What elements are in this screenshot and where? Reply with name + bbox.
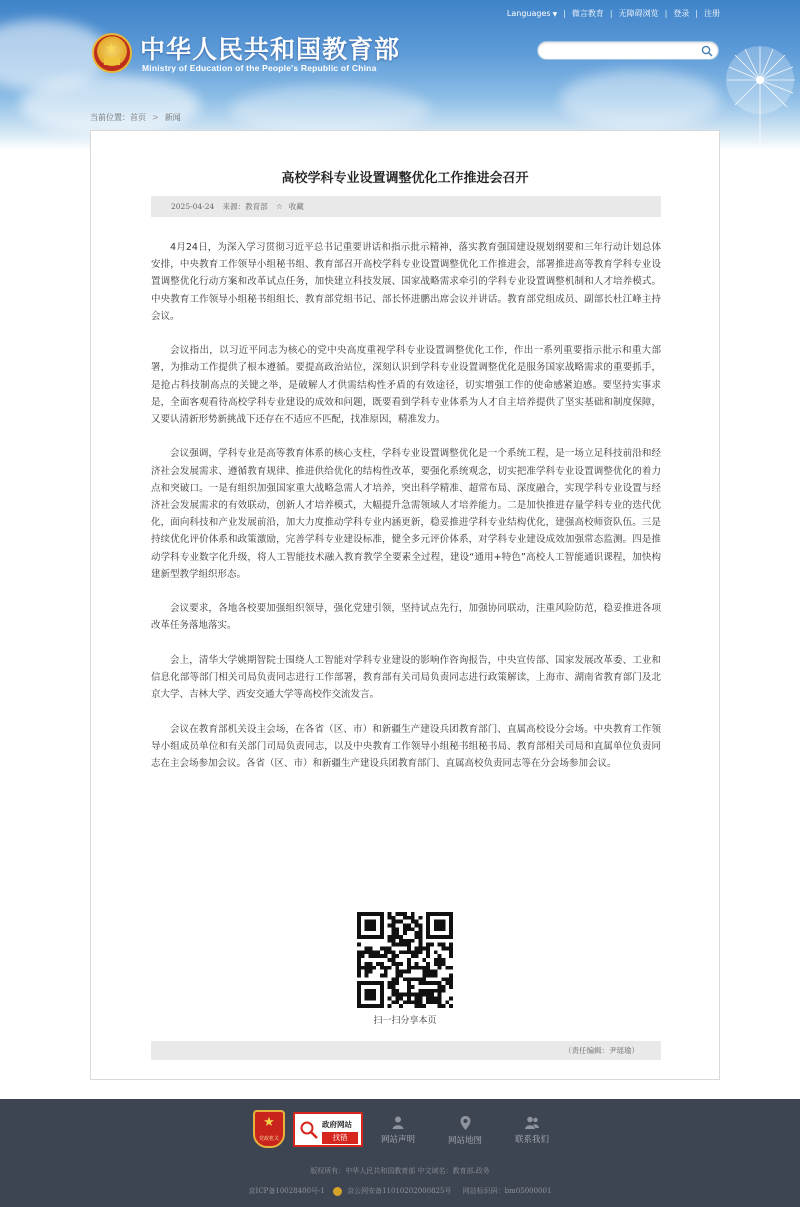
police-emblem-icon	[333, 1187, 342, 1196]
breadcrumb-home[interactable]: 首页	[130, 113, 146, 122]
dandelion-icon	[715, 35, 800, 145]
report-error-badge[interactable]	[293, 1112, 363, 1147]
copyright-text: 版权所有：中华人民共和国教育部 中文域名：教育部.政务	[310, 1167, 490, 1175]
weibo-link[interactable]: 微言教育	[571, 9, 604, 18]
divider: |	[609, 9, 613, 18]
article-paragraph: 会议要求，各地各校要加强组织领导，强化党建引领，坚持试点先行，加强协同联动，注重风险防范，稳妥推进各项改革任务落地落实。	[151, 603, 661, 632]
police-record-label: 京公网安备11010202000825号	[347, 1187, 452, 1195]
responsible-editor: （责任编辑：尹瑶瑜）	[564, 1046, 639, 1055]
breadcrumb-current[interactable]: 新闻	[164, 113, 181, 122]
badge-label: 党政机关	[258, 1136, 279, 1142]
search-input[interactable]	[548, 47, 698, 64]
national-emblem-icon[interactable]	[92, 33, 132, 73]
chevron-down-icon: ▼	[552, 11, 558, 18]
footer-link-label: 网站地图	[447, 1136, 482, 1146]
article-title: 高校学科专业设置调整优化工作推进会召开	[281, 171, 529, 186]
divider: |	[695, 9, 698, 18]
divider: |	[664, 9, 668, 18]
article-date: 2025-04-24	[171, 202, 215, 211]
star-icon: ★	[263, 1115, 275, 1130]
cloud-decoration	[560, 70, 720, 130]
cloud-decoration	[20, 75, 200, 135]
location-pin-icon	[460, 1116, 471, 1130]
register-link[interactable]: 注册	[704, 9, 720, 18]
article-body	[151, 239, 661, 789]
breadcrumb	[90, 112, 181, 123]
footer-link-statement[interactable]	[373, 1116, 423, 1145]
site-footer	[0, 1099, 800, 1207]
gate-icon	[104, 57, 120, 65]
breadcrumb-separator: >	[152, 113, 159, 122]
languages-link[interactable]: Languages ▼	[506, 9, 558, 18]
icp-line	[0, 1186, 800, 1196]
site-title[interactable]: 中华人民共和国教育部	[140, 35, 401, 64]
article-paragraph: 4月24日，为深入学习贯彻习近平总书记重要讲话和指示批示精神，落实教育强国建设规划纲要和三年行动计划总体安排，中央教育工作领导小组秘书组、教育部召开高校学科专业设置调整优化工作推进会，部署推进高等教育学科专业设置调整优化行动方案和改革试点任务，加快建立科技发展、国家战略需求牵引的学科专业设置调整机制和人才培养模式。中央教育工作领导小组秘书组组长、教育部党组书记、部长怀进鹏出席会议并讲话。教育部党组成员、副部长杜江峰主持会议。	[151, 242, 661, 322]
badge-title: 政府网站	[322, 1120, 352, 1129]
cloud-decoration	[230, 85, 430, 135]
footer-link-contact[interactable]	[507, 1116, 557, 1145]
star-outline-icon: ☆	[276, 202, 283, 211]
qr-share-block	[357, 912, 453, 1026]
article-paragraph: 会议在教育部机关设主会场，在各省（区、市）和新疆生产建设兵团教育部门、直属高校设分会场。中央教育工作领导小组成员单位和有关部门司局负责同志，以及中央教育工作领导小组秘书组秘书局、教育部相关司局和直属单位负责同志在主会场参加会议。各省（区、市）和新疆生产建设兵团教育部门、直属高校负责同志等在分会场参加会议。	[151, 723, 661, 770]
footer-link-label: 联系我们	[514, 1135, 549, 1145]
editor-bar	[151, 1041, 661, 1060]
star-icon: ★	[105, 41, 118, 57]
badge-button-label: 找错	[322, 1132, 358, 1144]
person-icon	[392, 1116, 404, 1129]
breadcrumb-prefix: 当前位置：	[90, 113, 130, 122]
icp-link[interactable]: 京ICP备10028400号-1	[248, 1187, 325, 1195]
search-icon[interactable]	[701, 45, 713, 57]
footer-link-label: 网站声明	[380, 1135, 415, 1145]
favorite-label: 收藏	[288, 202, 304, 211]
party-government-badge[interactable]	[253, 1110, 285, 1148]
footer-link-sitemap[interactable]	[440, 1116, 490, 1146]
police-record-link[interactable]	[333, 1187, 454, 1195]
article-source: 来源：教育部	[222, 202, 268, 211]
accessibility-link[interactable]: 无障碍浏览	[618, 9, 659, 18]
article-container	[90, 130, 720, 1080]
site-subtitle: Ministry of Education of the People's Republic of China	[142, 63, 377, 73]
magnifier-icon	[299, 1120, 319, 1140]
favorite-button[interactable]	[276, 202, 310, 211]
article-paragraph: 会议强调，学科专业是高等教育体系的核心支柱，学科专业设置调整优化是一个系统工程，是一场立足科技前沿和经济社会发展需求、遵循教育规律、推进供给优化的结构性改革，要强化系统观念，切实把准学科专业设置调整优化的着力点和突破口。一是有组织加强国家重大战略急需人才培养，突出科学精准、超常布局、深度融合，实现学科专业设置与经济社会发展需求的有效联动，创新人才培养模式，大幅提升急需领域人才培养能力。二是加快推进存量学科专业的迭代优化，面向科技和产业发展前沿，加大力度推动学科专业内涵更新，稳妥推进学科专业结构优化，建强高校师资队伍。三是持续优化评价体系和政策激励，完善学科专业建设标准，健全多元评价体系，对学科专业建设成效加强常态监测。四是推动学科专业数字化升级，将人工智能技术融入教育教学全要素全过程，建设“通用+特色”高校人工智能通识课程，加快构建新型教学组织形态。	[151, 448, 661, 580]
top-links	[507, 8, 720, 19]
article-paragraph: 会议指出，以习近平同志为核心的党中央高度重视学科专业设置调整优化工作，作出一系列重要指示批示和重大部署，为推动工作提供了根本遵循。要提高政治站位，深刻认识到学科专业设置调整优化是服务国家战略需求的重要抓手，是抢占科技制高点的关键之举，是破解人才供需结构性矛盾的有效途径，切实增强工作的使命感紧迫感。要坚持实事求是，全面客观看待高校学科专业建设的成效和问题，既要看到学科专业体系为人才自主培养提供了坚实基础和制度保障，又要认清新形势新挑战下还存在不适应不匹配，找准原因，精准发力。	[151, 345, 661, 426]
search-box	[537, 41, 719, 60]
site-code: 网站标识码：bm05000001	[462, 1187, 552, 1195]
qr-caption: 扫一扫分享本页	[373, 1016, 437, 1026]
divider: |	[563, 9, 566, 18]
contacts-icon	[525, 1116, 539, 1129]
article-paragraph: 会上，清华大学姚期智院士围绕人工智能对学科专业建设的影响作咨询报告，中央宣传部、国家发展改革委、工业和信息化部等部门相关司局负责同志进行工作部署，教育部有关司局负责同志进行政策解读，上海市、湖南省教育部门及北京大学、吉林大学、西安交通大学等高校作交流发言。	[151, 654, 661, 701]
login-link[interactable]: 登录	[673, 9, 690, 18]
site-header	[0, 0, 800, 150]
article-meta-bar	[151, 196, 661, 217]
qr-code-icon	[357, 912, 453, 1008]
